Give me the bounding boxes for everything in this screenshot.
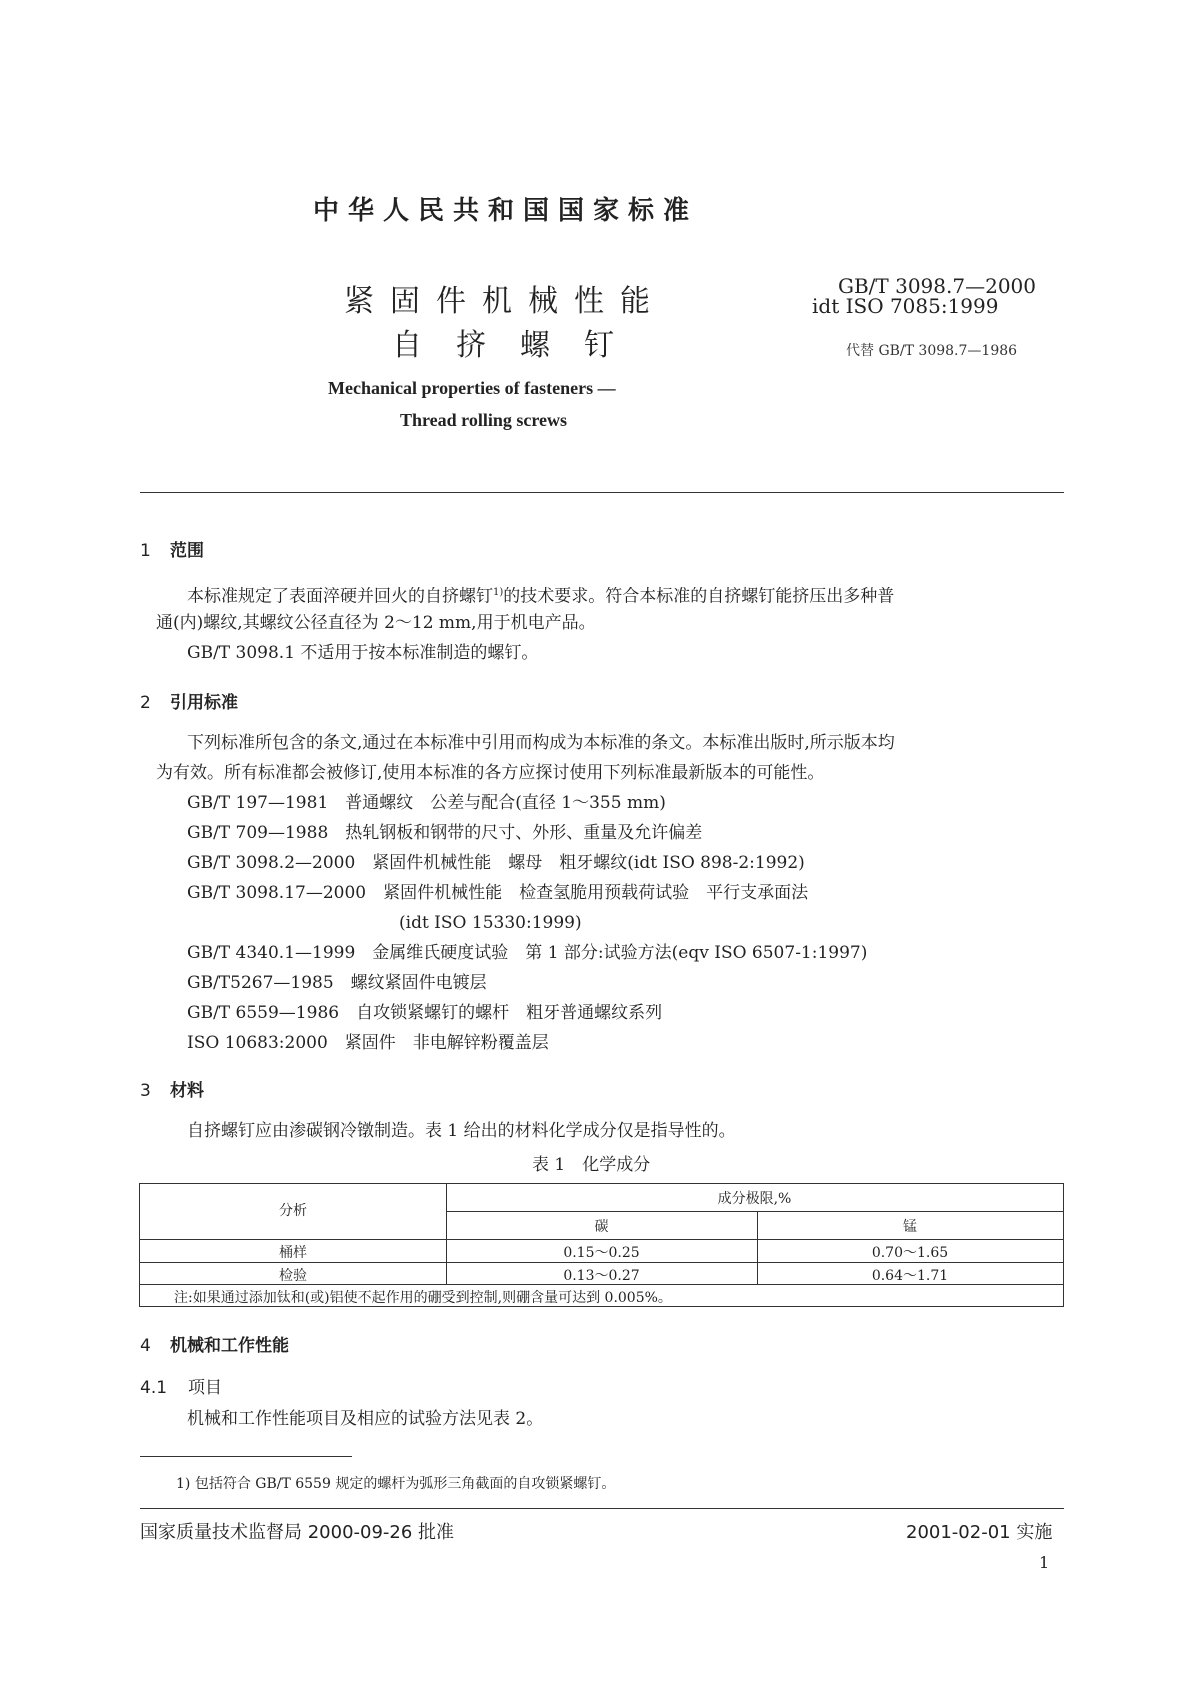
- table-cell-manganese: 0.64～1.71: [871, 1268, 949, 1284]
- section-1-paragraph-2: GB/T 3098.1 不适用于按本标准制造的螺钉。: [187, 643, 539, 663]
- section-1-title: 范围: [170, 541, 204, 561]
- section-2-number: 2: [140, 693, 151, 713]
- subsection-4-1-heading: [140, 1374, 222, 1402]
- effective-date: 2001-02-01 实施: [906, 1522, 1053, 1543]
- header-divider: [140, 492, 1064, 493]
- national-standard-heading: 中华人民共和国国家标准: [313, 196, 699, 226]
- footnote: 1) 包括符合 GB/T 6559 规定的螺杆为弧形三角截面的自攻锁紧螺钉。: [176, 1476, 616, 1492]
- footer-divider: [140, 1508, 1064, 1509]
- chemical-composition-table: [139, 1183, 1064, 1307]
- table-cell-carbon: 0.15～0.25: [563, 1245, 640, 1261]
- replaces-standard: 代替 GB/T 3098.7—1986: [846, 343, 1018, 359]
- section-4-heading: [140, 1331, 289, 1356]
- section-2-paragraph-line1: 下列标准所包含的条文,通过在本标准中引用而构成为本标准的条文。本标准出版时,所示版本均: [187, 733, 895, 753]
- section-1-heading: [140, 536, 204, 561]
- reference-item: ISO 10683:2000 紧固件 非电解锌粉覆盖层: [187, 1033, 549, 1053]
- header-analysis: 分析: [279, 1203, 307, 1219]
- footnote-ref-1[interactable]: 1): [493, 587, 504, 598]
- section-3-number: 3: [140, 1081, 151, 1101]
- section-2-heading: [140, 688, 238, 713]
- table-row-label: 检验: [279, 1268, 307, 1284]
- title-en-line1: Mechanical properties of fasteners —: [328, 378, 616, 398]
- s1-p1-text-a: 本标准规定了表面淬硬并回火的自挤螺钉: [187, 586, 493, 607]
- section-2-title: 引用标准: [170, 693, 238, 713]
- reference-item: GB/T 709—1988 热轧钢板和钢带的尺寸、外形、重量及允许偏差: [187, 823, 703, 843]
- table-cell-manganese: 0.70～1.65: [871, 1245, 949, 1261]
- table-note: 注:如果通过添加钛和(或)铝使不起作用的硼受到控制,则硼含量可达到 0.005%。: [174, 1290, 672, 1306]
- section-3-title: 材料: [170, 1081, 204, 1101]
- page-number: 1: [1039, 1553, 1050, 1572]
- reference-item: GB/T 197—1981 普通螺纹 公差与配合(直径 1～355 mm): [187, 793, 666, 813]
- section-3-heading: [140, 1076, 204, 1101]
- header-manganese: 锰: [903, 1219, 917, 1235]
- header-carbon: 碳: [594, 1219, 609, 1235]
- reference-item: GB/T 3098.17—2000 紧固件机械性能 检查氢脆用预载荷试验 平行支承面法: [187, 883, 809, 903]
- section-3-paragraph: 自挤螺钉应由渗碳钢冷镦制造。表 1 给出的材料化学成分仅是指导性的。: [187, 1121, 736, 1141]
- section-1-number: 1: [140, 541, 151, 561]
- header-composition-limits: 成分极限,%: [717, 1191, 792, 1207]
- reference-item: GB/T5267—1985 螺纹紧固件电镀层: [187, 973, 487, 993]
- standard-number: GB/T 3098.7—2000: [838, 274, 1036, 298]
- idt-reference: idt ISO 7085:1999: [812, 294, 999, 318]
- reference-item: GB/T 6559—1986 自攻锁紧螺钉的螺杆 粗牙普通螺纹系列: [187, 1003, 663, 1023]
- table-row-label: 桶样: [279, 1245, 307, 1261]
- title-cn-line1: 紧固件机械性能: [344, 284, 666, 319]
- footnote-divider: [140, 1456, 352, 1457]
- section-4-paragraph: 机械和工作性能项目及相应的试验方法见表 2。: [187, 1409, 544, 1429]
- table-cell-carbon: 0.13～0.27: [563, 1268, 640, 1284]
- reference-item-continuation: (idt ISO 15330:1999): [399, 913, 582, 933]
- title-cn-line2: 自挤螺钉: [392, 328, 648, 363]
- section-4-title: 机械和工作性能: [170, 1336, 289, 1356]
- reference-item: GB/T 4340.1—1999 金属维氏硬度试验 第 1 部分:试验方法(eqv ISO 6507-1:1997): [187, 943, 868, 963]
- section-2-paragraph-line2: 为有效。所有标准都会被修订,使用本标准的各方应探讨使用下列标准最新版本的可能性。: [156, 763, 825, 783]
- approval-date: 国家质量技术监督局 2000-09-26 批准: [140, 1522, 455, 1543]
- table-1-title: 表 1 化学成分: [532, 1155, 651, 1175]
- s1-p1-text-b: 的技术要求。符合本标准的自挤螺钉能挤压出多种普: [503, 586, 895, 607]
- subsection-4-1-number: 4.1: [140, 1378, 168, 1398]
- reference-item: GB/T 3098.2—2000 紧固件机械性能 螺母 粗牙螺纹(idt ISO 898-2:1992): [187, 853, 805, 873]
- section-1-paragraph-line1: [187, 579, 894, 611]
- subsection-4-1-title: 项目: [188, 1378, 222, 1398]
- title-en-line2: Thread rolling screws: [400, 410, 568, 430]
- section-4-number: 4: [140, 1336, 151, 1356]
- section-1-paragraph-line2: 通(内)螺纹,其螺纹公径直径为 2～12 mm,用于机电产品。: [156, 613, 596, 633]
